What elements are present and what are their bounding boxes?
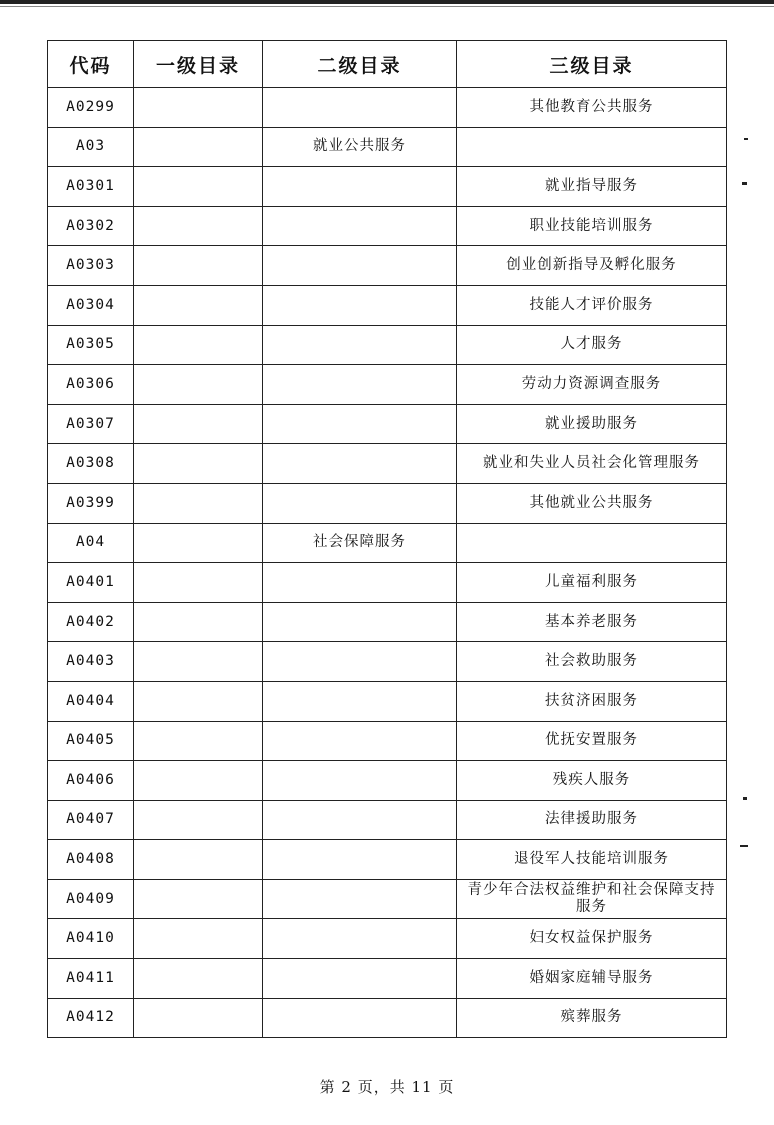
cell-code: A0302 [48, 206, 134, 246]
cell-level2 [263, 563, 457, 603]
cell-level1 [134, 919, 263, 959]
table-row [48, 681, 727, 721]
cell-code: A0306 [48, 365, 134, 405]
cell-level1 [134, 642, 263, 682]
cell-level2 [263, 800, 457, 840]
cell-code: A0406 [48, 761, 134, 801]
cell-level3: 其他教育公共服务 [457, 88, 727, 128]
cell-code: A0405 [48, 721, 134, 761]
cell-level2: 社会保障服务 [263, 523, 457, 563]
cell-level3: 法律援助服务 [457, 800, 727, 840]
cell-code: A0407 [48, 800, 134, 840]
cell-level1 [134, 602, 263, 642]
cell-level2 [263, 206, 457, 246]
cell-level1 [134, 325, 263, 365]
table-row [48, 919, 727, 959]
cell-code: A0301 [48, 167, 134, 207]
table-row [48, 88, 727, 128]
cell-level3: 基本养老服务 [457, 602, 727, 642]
top-border-rule-thin [0, 6, 774, 7]
cell-level2 [263, 167, 457, 207]
top-border-rule [0, 0, 774, 4]
cell-level2 [263, 88, 457, 128]
cell-level1 [134, 681, 263, 721]
cell-level1 [134, 246, 263, 286]
cell-code: A0403 [48, 642, 134, 682]
cell-level1 [134, 404, 263, 444]
cell-level3: 就业援助服务 [457, 404, 727, 444]
cell-code: A0412 [48, 998, 134, 1038]
cell-level3: 就业和失业人员社会化管理服务 [457, 444, 727, 484]
cell-level1 [134, 285, 263, 325]
cell-level3: 人才服务 [457, 325, 727, 365]
cell-level3: 优抚安置服务 [457, 721, 727, 761]
cell-level3: 残疾人服务 [457, 761, 727, 801]
cell-level3: 扶贫济困服务 [457, 681, 727, 721]
cell-code: A04 [48, 523, 134, 563]
table-row [48, 404, 727, 444]
cell-level2 [263, 919, 457, 959]
header-level3: 三级目录 [457, 41, 727, 88]
table-row [48, 325, 727, 365]
cell-code: A0305 [48, 325, 134, 365]
cell-code: A0410 [48, 919, 134, 959]
table-row [48, 127, 727, 167]
cell-level1 [134, 959, 263, 999]
table-row [48, 721, 727, 761]
cell-level1 [134, 444, 263, 484]
cell-level1 [134, 206, 263, 246]
cell-level2 [263, 840, 457, 880]
table-row [48, 206, 727, 246]
scan-mark [742, 182, 747, 185]
cell-level3: 妇女权益保护服务 [457, 919, 727, 959]
cell-level1 [134, 483, 263, 523]
cell-level2 [263, 959, 457, 999]
cell-level2 [263, 602, 457, 642]
cell-code: A0402 [48, 602, 134, 642]
cell-level1 [134, 563, 263, 603]
table-row [48, 879, 727, 919]
header-code: 代码 [48, 41, 134, 88]
cell-code: A0408 [48, 840, 134, 880]
cell-level3: 创业创新指导及孵化服务 [457, 246, 727, 286]
table-row [48, 483, 727, 523]
cell-level3: 退役军人技能培训服务 [457, 840, 727, 880]
cell-level3: 就业指导服务 [457, 167, 727, 207]
cell-level3: 其他就业公共服务 [457, 483, 727, 523]
table-row [48, 959, 727, 999]
cell-level3: 社会救助服务 [457, 642, 727, 682]
cell-level1 [134, 761, 263, 801]
cell-level1 [134, 800, 263, 840]
cell-level2 [263, 285, 457, 325]
cell-level2 [263, 761, 457, 801]
header-level1: 一级目录 [134, 41, 263, 88]
cell-code: A0409 [48, 879, 134, 919]
table-row [48, 246, 727, 286]
cell-level3: 职业技能培训服务 [457, 206, 727, 246]
table-body [48, 88, 727, 1038]
scan-mark [740, 845, 748, 847]
table-row [48, 998, 727, 1038]
table-row [48, 365, 727, 405]
cell-code: A0304 [48, 285, 134, 325]
cell-code: A0399 [48, 483, 134, 523]
table-row [48, 444, 727, 484]
cell-level2: 就业公共服务 [263, 127, 457, 167]
page-footer: 第 2 页，共 11 页 [319, 1078, 455, 1096]
scan-mark [743, 797, 747, 800]
cell-code: A0404 [48, 681, 134, 721]
cell-level2 [263, 404, 457, 444]
table-row [48, 563, 727, 603]
cell-level1 [134, 127, 263, 167]
header-level2: 二级目录 [263, 41, 457, 88]
cell-level3 [457, 523, 727, 563]
table-row [48, 285, 727, 325]
table-row [48, 761, 727, 801]
catalog-table [47, 40, 727, 1038]
cell-code: A0307 [48, 404, 134, 444]
cell-level1 [134, 523, 263, 563]
scan-mark [744, 138, 748, 140]
table-row [48, 602, 727, 642]
table-row [48, 800, 727, 840]
cell-level3: 劳动力资源调查服务 [457, 365, 727, 405]
table-row [48, 642, 727, 682]
cell-level1 [134, 998, 263, 1038]
cell-level3: 殡葬服务 [457, 998, 727, 1038]
cell-level2 [263, 721, 457, 761]
cell-level2 [263, 365, 457, 405]
cell-code: A0303 [48, 246, 134, 286]
cell-level3: 婚姻家庭辅导服务 [457, 959, 727, 999]
cell-level1 [134, 721, 263, 761]
cell-level2 [263, 681, 457, 721]
cell-level3: 技能人才评价服务 [457, 285, 727, 325]
cell-code: A0308 [48, 444, 134, 484]
cell-level1 [134, 88, 263, 128]
cell-level2 [263, 483, 457, 523]
cell-level2 [263, 325, 457, 365]
cell-level3: 青少年合法权益维护和社会保障支持服务 [457, 879, 727, 919]
cell-code: A0401 [48, 563, 134, 603]
cell-code: A03 [48, 127, 134, 167]
cell-level1 [134, 879, 263, 919]
cell-code: A0299 [48, 88, 134, 128]
table-row [48, 840, 727, 880]
cell-level2 [263, 998, 457, 1038]
header-row [48, 41, 727, 88]
cell-level1 [134, 840, 263, 880]
cell-level3 [457, 127, 727, 167]
cell-level1 [134, 167, 263, 207]
cell-level2 [263, 246, 457, 286]
cell-level2 [263, 879, 457, 919]
table-row [48, 167, 727, 207]
table-row [48, 523, 727, 563]
cell-level1 [134, 365, 263, 405]
cell-level3: 儿童福利服务 [457, 563, 727, 603]
cell-level2 [263, 642, 457, 682]
cell-level2 [263, 444, 457, 484]
cell-code: A0411 [48, 959, 134, 999]
